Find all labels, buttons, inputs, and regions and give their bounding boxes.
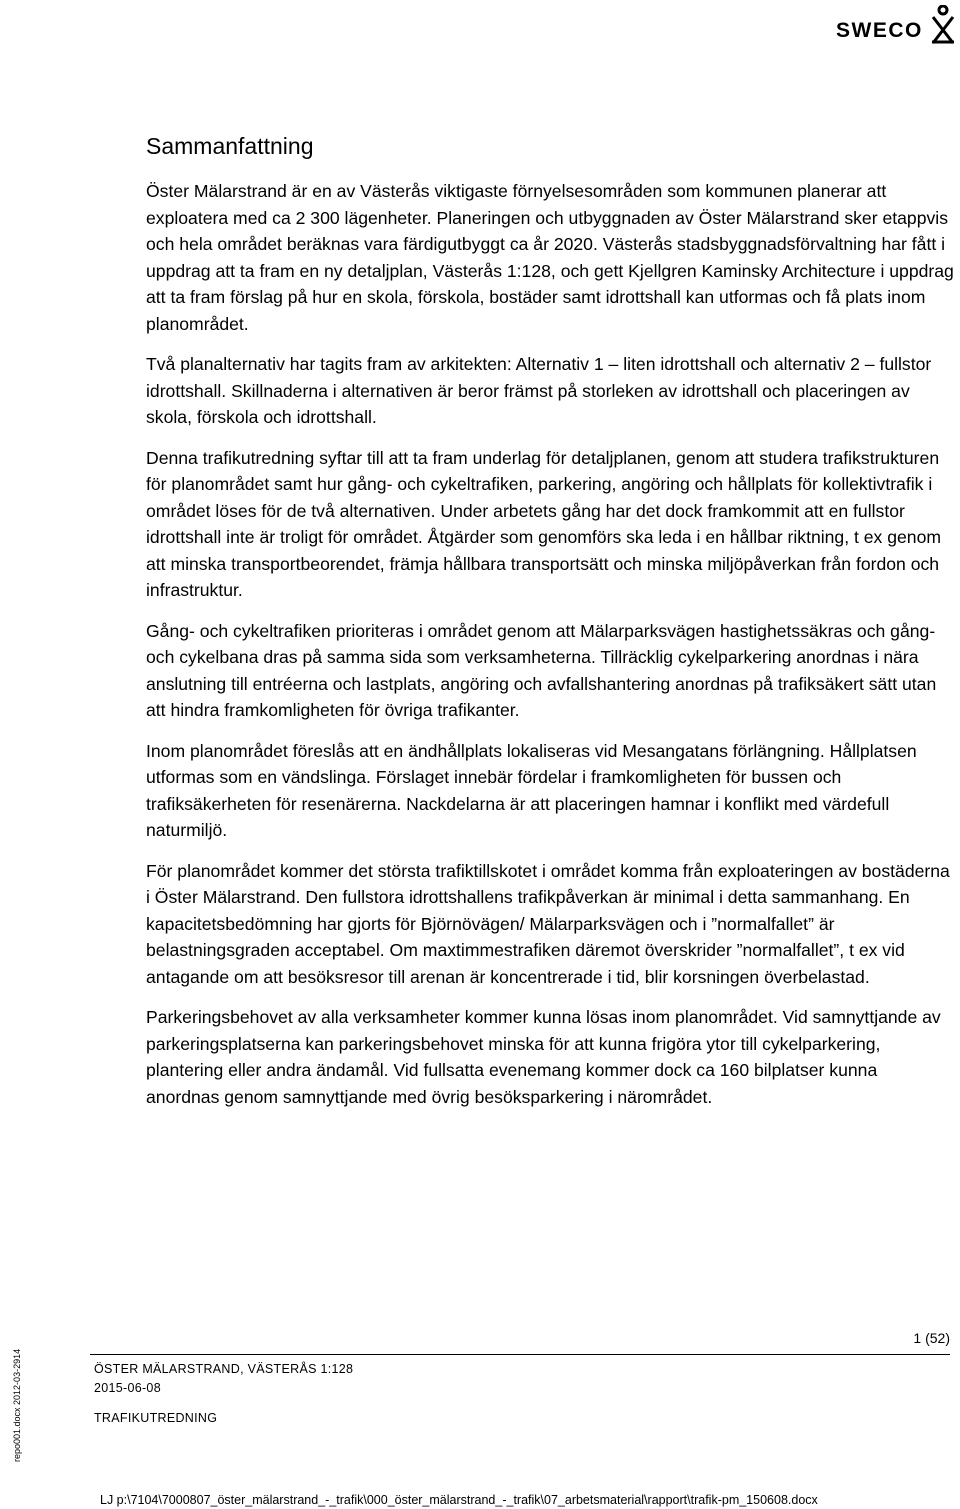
sweco-logo xyxy=(836,5,958,47)
paragraph: Två planalternativ har tagits fram av arkitekten: Alternativ 1 – liten idrottshall och alternativ 2 – fullstor idrottshall. Skillnaderna i alternativen är beror främst på storleken av idrottshall och placeringen av skola, förskola och idrottshall. xyxy=(146,354,932,427)
footer-date: 2015-06-08 xyxy=(94,1381,161,1395)
sweco-figure-icon xyxy=(929,5,957,45)
paragraph: Gång- och cykeltrafiken prioriteras i området genom att Mälarparksvägen hastighetssäkras och gång- och cykelbana dras på samma sida som verksamheterna. Tillräcklig cykelparkering anordnas i nära anslutning till entréerna och lastplats, angöring och avfallshantering anordnas på trafiksäkert sätt utan att hindra framkomligheten för övriga trafikanter. xyxy=(146,620,937,720)
footer-project: ÖSTER MÄLARSTRAND, VÄSTERÅS 1:128 xyxy=(94,1362,354,1376)
paragraph: För planområdet kommer det största trafiktillskotet i området komma från exploateringen av bostäderna i Öster Mälarstrand. Den fullstora idrottshallens trafikpåverkan är minimal i detta sammanhang. En kapacitetsbedömning har gjorts för Björnövägen/ Mälarparksvägen och i ”normalfallet” är belastningsgraden acceptabel. Om maxtimmestrafiken däremot överskrider ”normalfallet”, t ex vid antagande om att besöksresor till arenan är koncentrerade i tid, blir korsningen överbelastad. xyxy=(146,860,950,987)
page-title: Sammanfattning xyxy=(146,133,314,159)
paragraph: Öster Mälarstrand är en av Västerås viktigaste förnyelsesområden som kommunen planerar att exploatera med ca 2 300 lägenheter. Planeringen och utbyggnaden av Öster Mälarstrand sker etappvis och hela området beräknas vara färdigutbyggt ca år 2020. Västerås stadsbyggnadsförvaltning har fått i uppdrag att ta fram en ny detaljplan, Västerås 1:128, och gett Kjellgren Kaminsky Architecture i uppdrag att ta fram förslag på hur en skola, förskola, bostäder samt idrottshall kan utformas och få plats inom planområdet. xyxy=(146,181,954,334)
paragraph: Denna trafikutredning syftar till att ta fram underlag för detaljplanen, genom att studera trafikstrukturen för planområdet samt hur gång- och cykeltrafiken, parkering, angöring och hållplats för kollektivtrafik i området löses för de två alternativen. Under arbetets gång har det dock framkommit att en fullstor idrottshall inte är troligt för området. Åtgärder som genomförs ska leda i en hållbar riktning, t ex genom att minska transportbeorendet, främja hållbara transportsätt och minska miljöpåverkan från fordon och infrastruktur. xyxy=(146,447,942,600)
footer-divider xyxy=(90,1354,950,1355)
paragraph: Inom planområdet föreslås att en ändhållplats lokaliseras vid Mesangatans förlängning. Hållplatsen utformas som en vändslinga. Förslaget innebär fördelar i framkomligheten för bussen och trafiksäkerheten för resenärerna. Nackdelarna är att placeringen hamnar i konflikt med värdefull naturmiljö. xyxy=(146,740,917,840)
document-body xyxy=(146,131,954,1124)
footer-doc-type: TRAFIKUTREDNING xyxy=(94,1411,218,1425)
paragraph: Parkeringsbehovet av alla verksamheter kommer kunna lösas inom planområdet. Vid samnyttjande av parkeringsplatserna kan parkeringsbehovet minska för att kunna frigöra ytor till cykelparkering, plantering eller andra ändamål. Vid fullsatta evenemang kommer dock ca 160 bilplatser kunna anordnas genom samnyttjande med övrig besöksparkering i närområdet. xyxy=(146,1007,941,1107)
template-id-text: repo001.docx 2012-03-2914 xyxy=(12,1348,22,1462)
logo-text: SWECO xyxy=(836,19,923,42)
file-path: LJ p:\7104\7000807_öster_mälarstrand_-_trafik\000_öster_mälarstrand_-_trafik\07_arbetsmaterial\rapport\trafik-pm_150608.docx xyxy=(100,1493,818,1507)
page-number: 1 (52) xyxy=(913,1330,950,1346)
